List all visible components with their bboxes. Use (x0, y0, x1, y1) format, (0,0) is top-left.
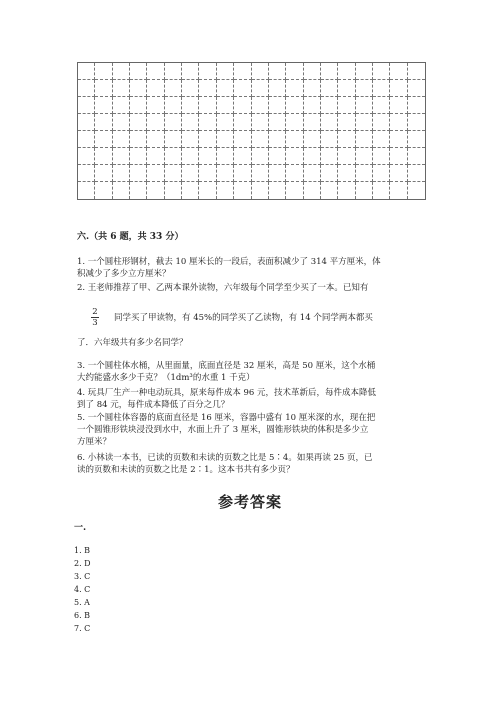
grid-cell (95, 131, 112, 148)
grid-cell (165, 131, 182, 148)
grid-cell (130, 63, 147, 80)
grid-cell (373, 97, 390, 114)
grid-cell (373, 165, 390, 182)
grid-cell (217, 148, 234, 165)
grid-cell (408, 114, 425, 131)
grid-cell (182, 131, 199, 148)
grid-cell (321, 131, 338, 148)
question-2-line-2: 同学买了甲读物，有 45%的同学买了乙读物，有 14 个同学两本都买 (114, 313, 373, 323)
grid-cell (182, 63, 199, 80)
grid-cell (390, 182, 407, 199)
grid-cell (95, 182, 112, 199)
grid-cell (147, 80, 164, 97)
grid-cell (217, 63, 234, 80)
fraction-denominator: 3 (92, 318, 98, 328)
grid-cell (78, 97, 95, 114)
grid-cell (269, 182, 286, 199)
grid-cell (165, 63, 182, 80)
grid-cell (113, 63, 130, 80)
grid-cell (78, 131, 95, 148)
grid-cell (147, 165, 164, 182)
grid-cell (390, 63, 407, 80)
grid-cell (165, 165, 182, 182)
grid-cell (217, 114, 234, 131)
grid-cell (113, 148, 130, 165)
grid-cell (373, 63, 390, 80)
grid-cell (252, 182, 269, 199)
question-2-line-1: 2. 王老师推荐了甲、乙两本课外读物，六年级每个同学至少买了一本。已知有 (77, 283, 369, 293)
grid-cell (199, 63, 216, 80)
grid-cell (286, 182, 303, 199)
grid-cell (338, 80, 355, 97)
grid-cell (130, 182, 147, 199)
grid-cell (408, 148, 425, 165)
grid-cell (373, 114, 390, 131)
grid-cell (217, 182, 234, 199)
answer-item: 6. B (74, 611, 91, 620)
grid-cell (199, 114, 216, 131)
grid-cell (252, 114, 269, 131)
grid-cell (252, 97, 269, 114)
fraction-numerator: 2 (92, 307, 98, 317)
grid-cell (321, 97, 338, 114)
grid-cell (356, 80, 373, 97)
grid-cell (321, 148, 338, 165)
grid-cell (356, 97, 373, 114)
grid-cell (234, 97, 251, 114)
grid-cell (338, 114, 355, 131)
grid-cell (286, 63, 303, 80)
grid-cell (147, 182, 164, 199)
question-5-line-3: 方厘米？ (77, 437, 112, 447)
fraction-two-thirds (91, 307, 99, 328)
grid-cell (373, 131, 390, 148)
answer-item: 5. A (74, 598, 90, 607)
grid-cell (408, 80, 425, 97)
grid-cell (286, 80, 303, 97)
grid-cell (78, 80, 95, 97)
question-6-line-1: 6. 小林读一本书，已读的页数和未读的页数之比是 5∶4。如果再读 25 页，已 (77, 453, 373, 463)
grid-cell (130, 97, 147, 114)
grid-cell (199, 97, 216, 114)
grid-cell (390, 97, 407, 114)
grid-cell (234, 63, 251, 80)
grid-cell (338, 148, 355, 165)
grid-cell (234, 131, 251, 148)
grid-cell (147, 114, 164, 131)
grid-cell (182, 80, 199, 97)
grid-cell (356, 182, 373, 199)
grid-cell (304, 182, 321, 199)
grid-cell (356, 148, 373, 165)
grid-cell (356, 63, 373, 80)
grid-cell (373, 148, 390, 165)
grid-cell (234, 182, 251, 199)
grid-cell (165, 148, 182, 165)
grid-cell (234, 114, 251, 131)
grid-cell (130, 114, 147, 131)
grid-cell (321, 63, 338, 80)
grid-cell (234, 165, 251, 182)
grid-cell (338, 131, 355, 148)
grid-cell (95, 148, 112, 165)
grid-cell (130, 148, 147, 165)
grid-cell (408, 165, 425, 182)
grid-cell (199, 131, 216, 148)
grid-cell (95, 80, 112, 97)
grid-cell (252, 165, 269, 182)
grid-cell (252, 63, 269, 80)
grid-cell (390, 80, 407, 97)
grid-cell (373, 80, 390, 97)
grid-cell (304, 148, 321, 165)
grid-cell (390, 114, 407, 131)
grid-cell (408, 63, 425, 80)
grid-cell (182, 114, 199, 131)
grid-cell (252, 80, 269, 97)
grid-cell (165, 80, 182, 97)
grid-cell (304, 131, 321, 148)
grid-cell (286, 114, 303, 131)
grid-cell (321, 80, 338, 97)
grid-cell (130, 131, 147, 148)
grid-cell (252, 131, 269, 148)
grid-cell (113, 165, 130, 182)
grid-cell (78, 165, 95, 182)
grid-cell (234, 80, 251, 97)
grid-cell (78, 182, 95, 199)
answer-item: 4. C (74, 585, 91, 594)
grid-cell (95, 97, 112, 114)
answer-item: 7. C (74, 624, 91, 633)
answer-title: 参考答案 (217, 493, 282, 511)
grid-cell (113, 182, 130, 199)
grid-cell (165, 182, 182, 199)
grid-cell (304, 63, 321, 80)
grid-cell (356, 165, 373, 182)
grid-cell (165, 114, 182, 131)
writing-grid (77, 62, 426, 200)
grid-cell (199, 80, 216, 97)
grid-cell (356, 114, 373, 131)
grid-cell (252, 148, 269, 165)
grid-cell (286, 148, 303, 165)
answer-item: 1. B (74, 546, 91, 555)
question-4-line-1: 4. 玩具厂生产一种电动玩具，原来每件成本 96 元，技术革新后，每件成本降低 (77, 388, 377, 398)
grid-cell (78, 114, 95, 131)
grid-cell (390, 165, 407, 182)
grid-cell (304, 114, 321, 131)
grid-cell (165, 97, 182, 114)
grid-cell (217, 131, 234, 148)
grid-cell (113, 131, 130, 148)
grid-cell (113, 97, 130, 114)
grid-cell (234, 148, 251, 165)
grid-cell (78, 148, 95, 165)
grid-cell (147, 131, 164, 148)
grid-cell (182, 148, 199, 165)
grid-cell (217, 165, 234, 182)
grid-cell (217, 97, 234, 114)
grid-cell (199, 182, 216, 199)
grid-cell (199, 148, 216, 165)
grid-cell (408, 97, 425, 114)
grid-cell (269, 165, 286, 182)
grid-cell (269, 114, 286, 131)
grid-cell (182, 165, 199, 182)
grid-cell (408, 131, 425, 148)
question-6-line-2: 读的页数和未读的页数之比是 2∶1。这本书共有多少页？ (77, 465, 295, 475)
grid-cell (147, 63, 164, 80)
grid-cell (321, 182, 338, 199)
question-4-line-2: 到了 84 元，每件成本降低了百分之几？ (77, 400, 230, 410)
answer-section-1: 一. (74, 523, 87, 533)
grid-cell (95, 165, 112, 182)
grid-cell (95, 114, 112, 131)
grid-cell (182, 182, 199, 199)
grid-cell (130, 165, 147, 182)
grid-cell (182, 97, 199, 114)
section-6-title: 六.（共 6 题，共 33 分） (77, 232, 184, 242)
grid-cell (113, 114, 130, 131)
grid-cell (286, 165, 303, 182)
grid-cell (217, 80, 234, 97)
grid-cell (304, 97, 321, 114)
question-3-line-1: 3. 一个圆柱体水桶，从里面量，底面直径是 32 厘米，高是 50 厘米，这个水桶 (77, 361, 376, 371)
question-5-line-1: 5. 一个圆柱体容器的底面直径是 16 厘米，容器中盛有 10 厘米深的水，现在把 (77, 413, 376, 423)
question-3-line-2: 大约能盛水多少千克？（1dm³的水重 1 千克） (77, 373, 255, 383)
grid-cell (199, 165, 216, 182)
answer-item: 3. C (74, 572, 91, 581)
answer-item: 2. D (74, 559, 91, 568)
grid-cell (390, 148, 407, 165)
grid-cell (408, 182, 425, 199)
grid-cell (304, 80, 321, 97)
grid-cell (269, 148, 286, 165)
grid-cell (147, 148, 164, 165)
grid-cell (147, 97, 164, 114)
grid-cell (130, 80, 147, 97)
grid-cell (373, 182, 390, 199)
grid-cell (286, 131, 303, 148)
grid-cell (321, 114, 338, 131)
grid-cell (269, 97, 286, 114)
grid-cell (304, 165, 321, 182)
grid-cell (321, 165, 338, 182)
grid-cell (269, 63, 286, 80)
question-1-line-1: 1. 一个圆柱形钢材，截去 10 厘米长的一段后，表面积减少了 314 平方厘米，体 (77, 257, 381, 267)
grid-cell (356, 131, 373, 148)
question-5-line-2: 一个圆锥形铁块浸没到水中，水面上升了 3 厘米，圆锥形铁块的体积是多少立 (77, 425, 369, 435)
question-2-line-3: 了．六年级共有多少名同学？ (77, 338, 188, 348)
grid-cell (338, 165, 355, 182)
grid-cell (286, 97, 303, 114)
grid-cell (269, 80, 286, 97)
grid-cell (95, 63, 112, 80)
grid-cell (269, 131, 286, 148)
grid-cell (338, 182, 355, 199)
grid-cell (338, 97, 355, 114)
grid-cell (338, 63, 355, 80)
question-1-line-2: 积减少了多少立方厘米？ (77, 269, 171, 279)
grid-cell (78, 63, 95, 80)
grid-cell (113, 80, 130, 97)
grid-cell (390, 131, 407, 148)
